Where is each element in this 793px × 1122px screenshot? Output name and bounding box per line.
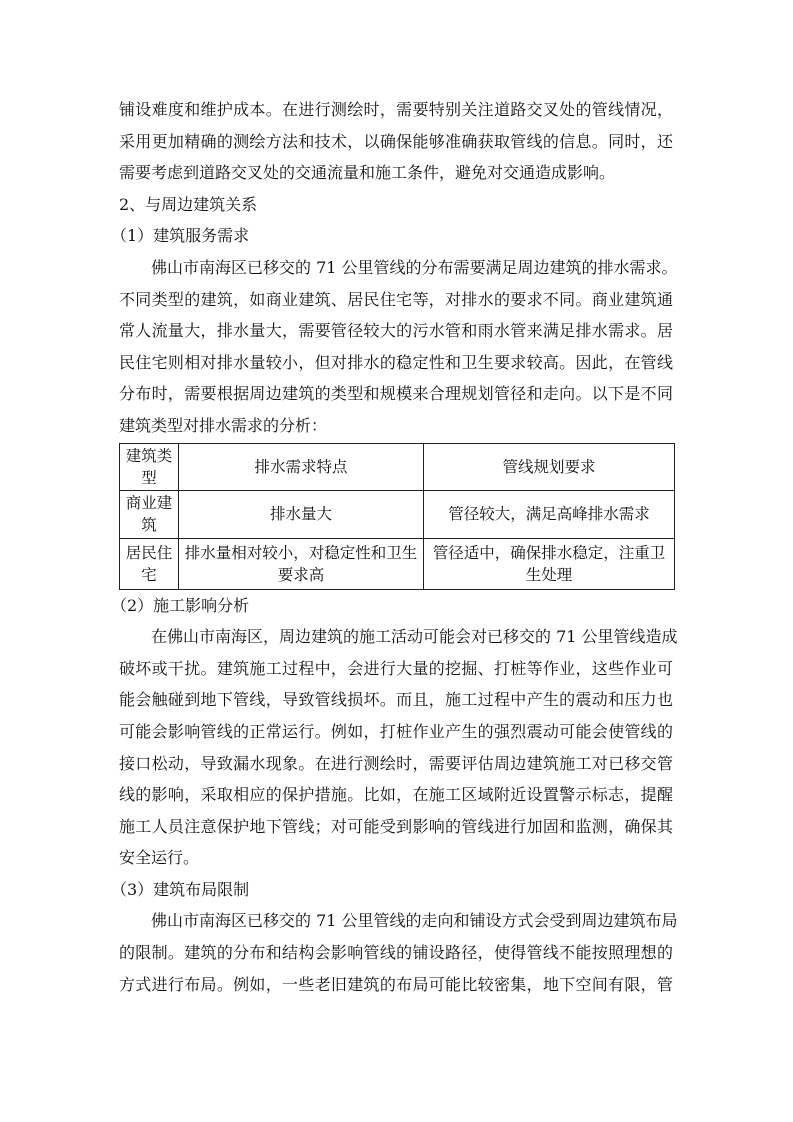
table-row — [120, 538, 675, 589]
drainage-demand-table — [119, 443, 675, 590]
paragraph-intersection — [119, 94, 673, 189]
text-line: 民住宅则相对排水量较小，但对排水的稳定性和卫生要求较高。因此，在管线 — [119, 352, 673, 372]
table-row — [120, 490, 675, 538]
subsection-heading: （1）建筑服务需求 — [111, 226, 250, 246]
text-line: 常人流量大，排水量大，需要管径较大的污水管和雨水管来满足排水需求。居 — [119, 321, 673, 341]
table-header-row — [120, 443, 675, 490]
subsection-heading: （3）建筑布局限制 — [111, 879, 250, 899]
text-line: 建筑类型对排水需求的分析： — [119, 415, 328, 435]
document-page — [111, 94, 678, 1000]
table-header-cell: 建筑类型 — [120, 443, 179, 490]
table-cell: 商业建筑 — [120, 490, 179, 538]
text-line: 在佛山市南海区，周边建筑的施工活动可能会对已移交的 71 公里管线造成 — [151, 627, 678, 647]
text-line: 施工人员注意保护地下管线；对可能受到影响的管线进行加固和监测，确保其 — [119, 816, 673, 836]
section-heading: 2、与周边建筑关系 — [119, 194, 258, 214]
table-cell: 管径适中，确保排水稳定，注重卫生处理 — [424, 538, 675, 589]
text-line: 安全运行。 — [119, 848, 200, 868]
text-line: 佛山市南海区已移交的 71 公里管线的分布需要满足周边建筑的排水需求。 — [151, 257, 678, 277]
text-line: 能会触碰到地下管线，导致管线损坏。而且，施工过程中产生的震动和压力也 — [119, 690, 673, 710]
paragraph-building-demand — [119, 252, 678, 442]
text-line: 铺设难度和维护成本。在进行测绘时，需要特别关注道路交叉处的管线情况， — [119, 100, 673, 119]
table-cell: 排水量大 — [179, 490, 424, 538]
paragraph-construction-impact — [119, 621, 678, 874]
paragraph-layout-limits — [119, 905, 678, 1000]
text-line: 可能会影响管线的正常运行。例如，打桩作业产生的强烈震动可能会使管线的 — [119, 721, 673, 741]
text-line: 需要考虑到道路交叉处的交通流量和施工条件，避免对交通造成影响。 — [119, 163, 616, 183]
text-line: 方式进行布局。例如，一些老旧建筑的布局可能比较密集，地下空间有限，管 — [119, 974, 673, 994]
text-line: 线的影响，采取相应的保护措施。比如，在施工区域附近设置警示标志，提醒 — [119, 785, 673, 805]
text-line: 接口松动，导致漏水现象。在进行测绘时，需要评估周边建筑施工对已移交管 — [119, 753, 673, 773]
text-line: 采用更加精确的测绘方法和技术，以确保能够准确获取管线的信息。同时，还 — [119, 131, 673, 151]
text-line: 的限制。建筑的分布和结构会影响管线的铺设路径，使得管线不能按照理想的 — [119, 943, 673, 963]
table-header-cell: 管线规划要求 — [424, 443, 675, 490]
table-cell: 排水量相对较小，对稳定性和卫生要求高 — [179, 538, 424, 589]
text-line: 不同类型的建筑，如商业建筑、居民住宅等，对排水的要求不同。商业建筑通 — [119, 289, 673, 309]
table-cell: 管径较大，满足高峰排水需求 — [424, 490, 675, 538]
subsection-heading: （2）施工影响分析 — [111, 595, 250, 615]
table-cell: 居民住宅 — [120, 538, 179, 589]
text-line: 佛山市南海区已移交的 71 公里管线的走向和铺设方式会受到周边建筑布局 — [151, 911, 678, 931]
text-line: 分布时，需要根据周边建筑的类型和规模来合理规划管径和走向。以下是不同 — [119, 384, 673, 404]
text-line: 破坏或干扰。建筑施工过程中，会进行大量的挖掘、打桩等作业，这些作业可 — [119, 658, 673, 678]
table-header-cell: 排水需求特点 — [179, 443, 424, 490]
